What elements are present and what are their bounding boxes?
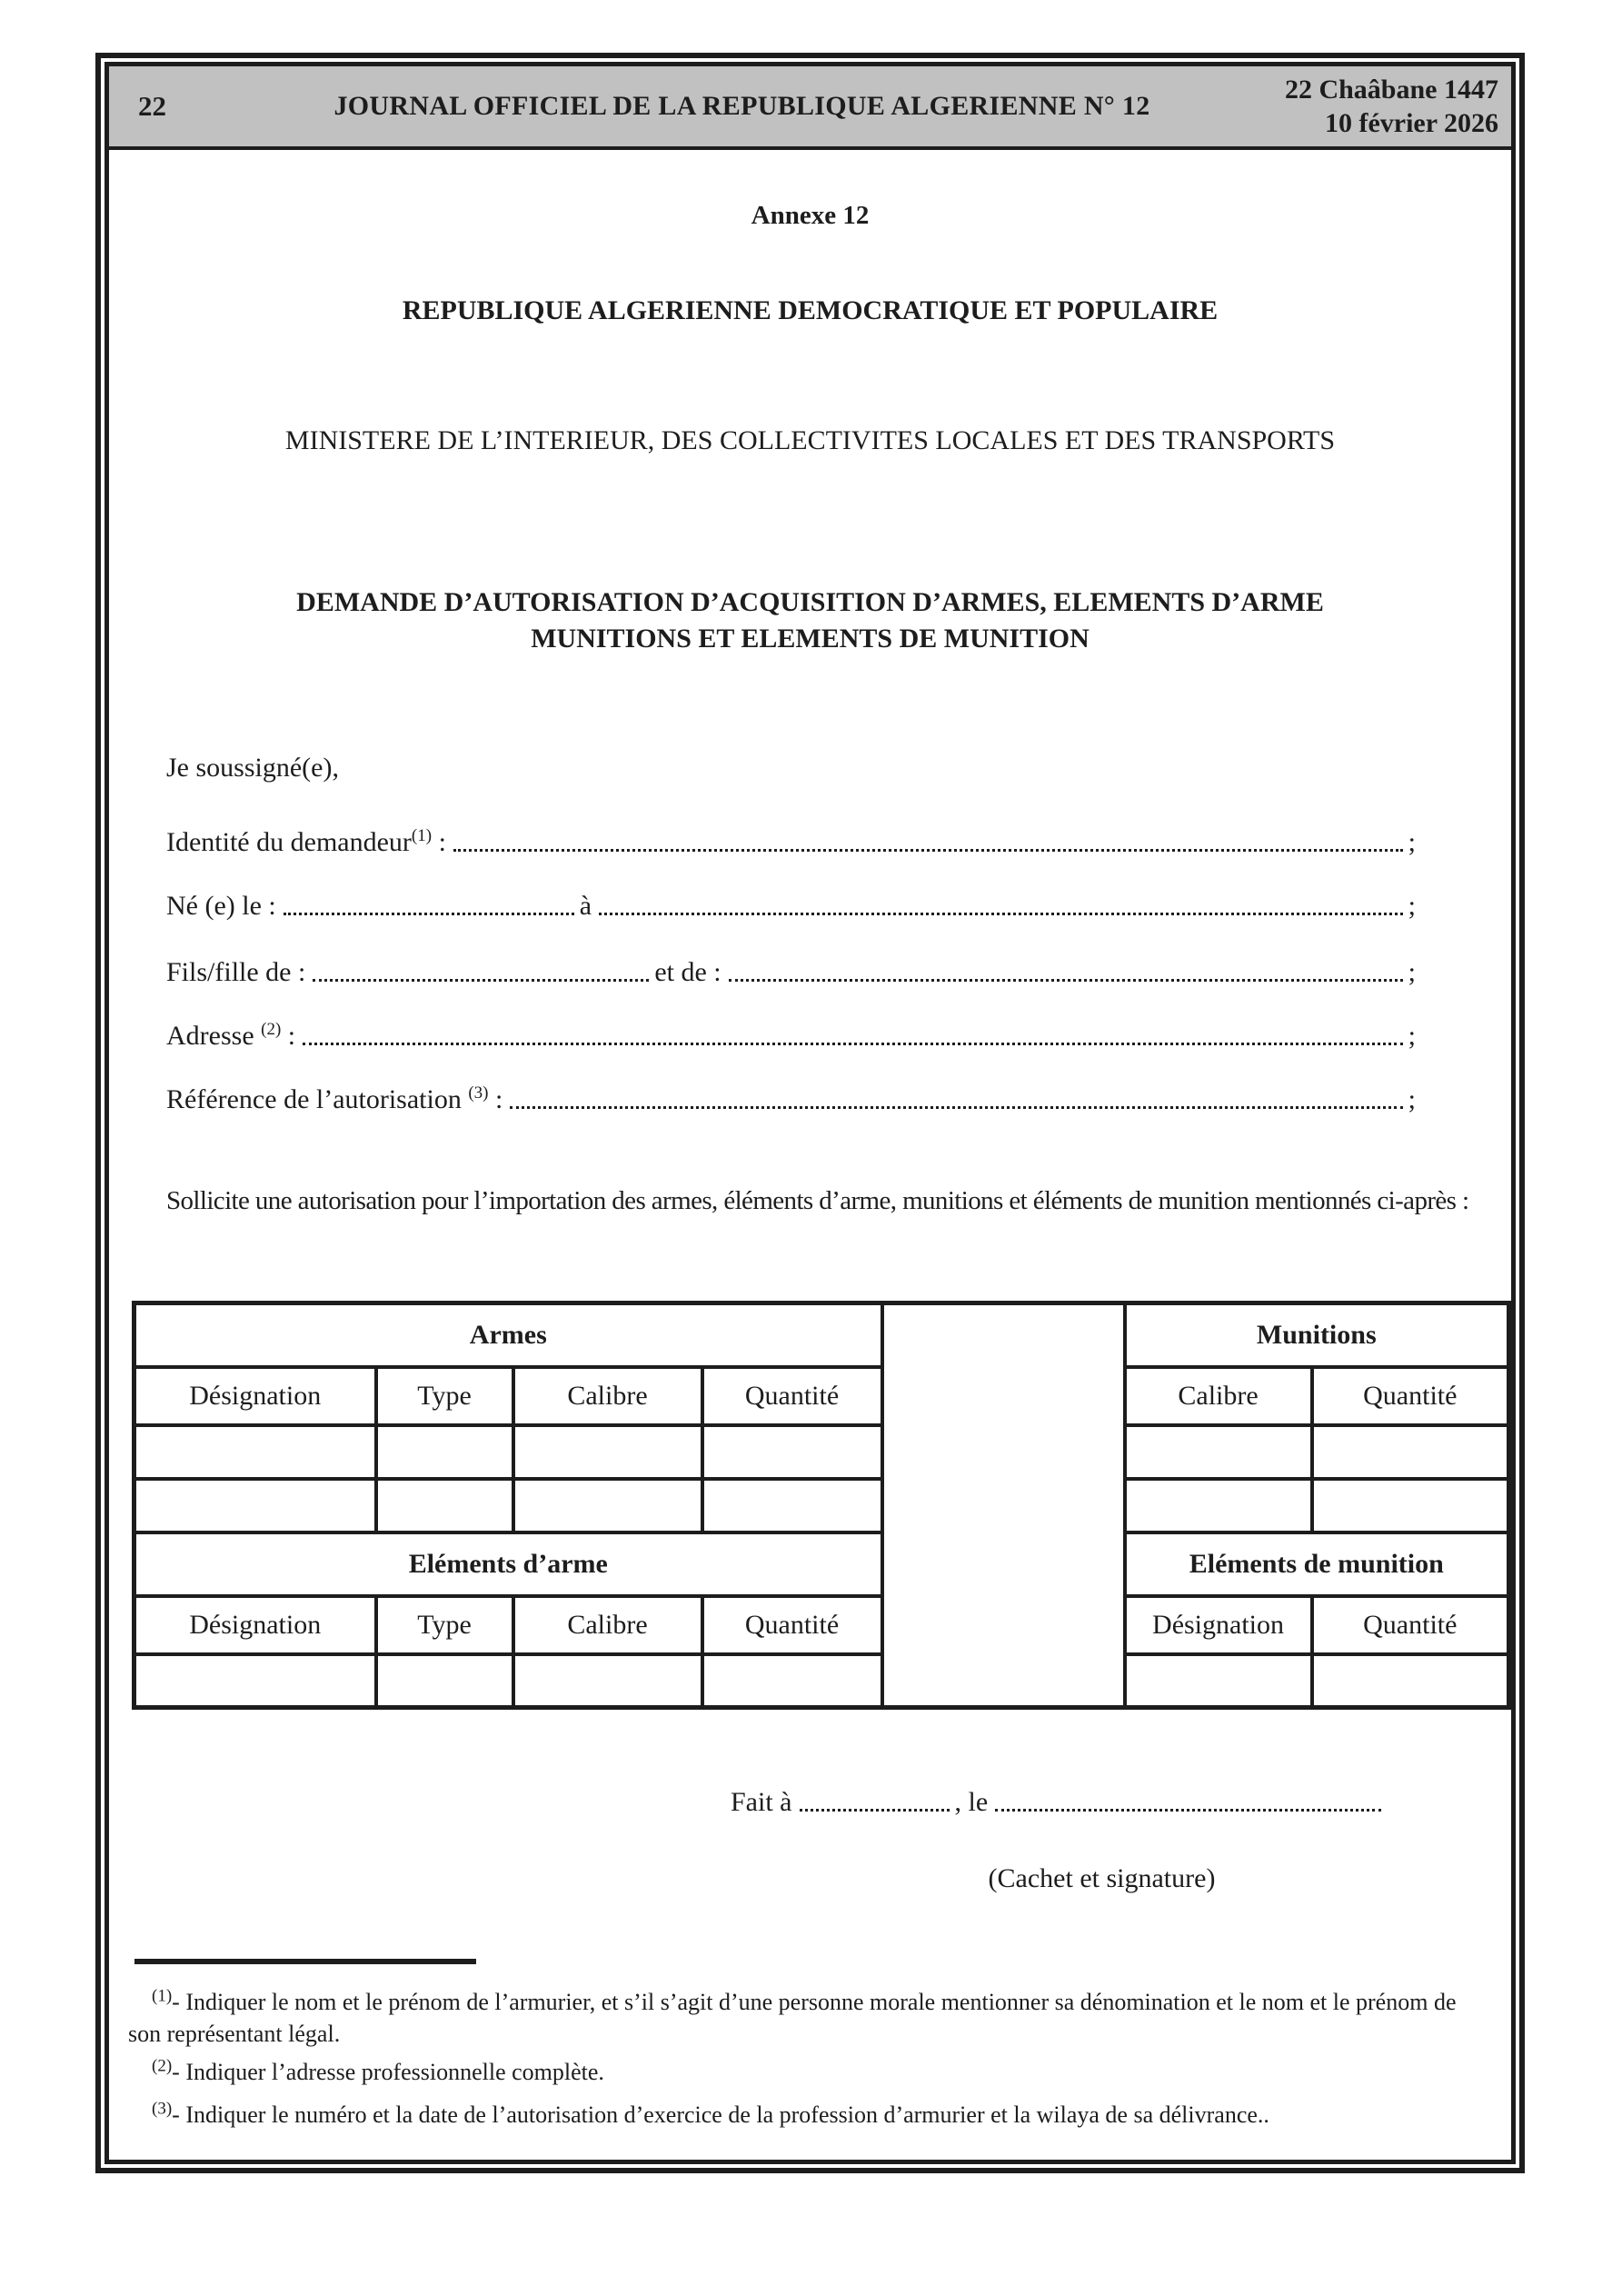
reference-label: Référence de l’autorisation $^{(3)}$ : <box>166 1083 503 1114</box>
dotted-leader <box>800 1808 950 1812</box>
empty-cell <box>513 1654 702 1708</box>
field-parents <box>166 957 1416 988</box>
armes-col-quantite: Quantité <box>702 1367 882 1425</box>
dotted-leader <box>313 978 649 982</box>
field-identity <box>166 827 1416 858</box>
line-end: ; <box>1408 827 1416 857</box>
empty-cell <box>376 1654 513 1708</box>
empty-cell <box>376 1425 513 1479</box>
dotted-leader <box>303 1042 1403 1045</box>
empty-cell <box>1312 1479 1509 1532</box>
elements-arme-col-calibre: Calibre <box>513 1596 702 1654</box>
dotted-leader <box>599 912 1403 915</box>
elements-munition-col-designation: Désignation <box>1125 1596 1312 1654</box>
footnote-1-text: - Indiquer le nom et le prénom de l’armurier, et s’il s’agit d’une personne morale mentionner sa dénomination et le nom et le prénom de son représentant légal. <box>128 1989 1457 2047</box>
empty-cell <box>134 1425 376 1479</box>
empty-cell <box>1125 1425 1312 1479</box>
identity-label: Identité du demandeur$^{(1)}$ : <box>166 826 446 857</box>
parents-label: Fils/fille de : <box>166 957 306 987</box>
gregorian-date: 10 février 2026 <box>1324 108 1498 138</box>
journal-title: JOURNAL OFFICIEL DE LA REPUBLIQUE ALGERIENNE N° 12 <box>333 91 1150 121</box>
page-header-band <box>109 66 1511 150</box>
empty-cell <box>1125 1654 1312 1708</box>
page-inner-border <box>104 62 1516 2164</box>
form-title-line2: MUNITIONS ET ELEMENTS DE MUNITION <box>531 624 1090 654</box>
line-end: ; <box>1408 1084 1416 1114</box>
ministry-title: MINISTERE DE L’INTERIEUR, DES COLLECTIVITES LOCALES ET DES TRANSPORTS <box>284 425 1336 455</box>
empty-cell <box>513 1425 702 1479</box>
address-label: Adresse $^{(2)}$ : <box>166 1020 296 1051</box>
dotted-leader <box>729 978 1403 982</box>
munitions-col-quantite: Quantité <box>1312 1367 1509 1425</box>
line-end: ; <box>1408 957 1416 987</box>
empty-cell <box>376 1479 513 1532</box>
page-double-border <box>95 53 1525 2173</box>
republic-title: REPUBLIQUE ALGERIENNE DEMOCRATIQUE ET POPULAIRE <box>402 295 1219 325</box>
annexe-title: Annexe 12 <box>751 201 870 230</box>
empty-cell <box>513 1479 702 1532</box>
hijri-date: 22 Chaâbane 1447 <box>1284 74 1498 105</box>
footnote-ref-3: (3) <box>468 1083 489 1103</box>
dotted-leader <box>284 912 574 915</box>
field-address <box>166 1021 1416 1052</box>
armes-col-designation: Désignation <box>134 1367 376 1425</box>
elements-arme-col-type: Type <box>376 1596 513 1654</box>
footnote-ref-1: (1) <box>411 826 433 845</box>
table-gap-cell <box>882 1303 1125 1708</box>
field-birth <box>166 891 1416 922</box>
footnote-1-marker: (1) <box>152 1986 173 2006</box>
armes-col-calibre: Calibre <box>513 1367 702 1425</box>
footnote-3-text: - Indiquer le numéro et la date de l’autorisation d’exercice de la profession d’armurier et la wilaya de sa délivrance.. <box>172 2101 1269 2128</box>
empty-cell <box>1312 1654 1509 1708</box>
footnote-divider <box>134 1959 476 1964</box>
line-end: ; <box>1408 891 1416 921</box>
empty-cell <box>702 1425 882 1479</box>
footnote-3 <box>128 2099 1484 2131</box>
le-label: , le <box>954 1787 989 1817</box>
footnote-3-marker: (3) <box>152 2099 173 2119</box>
signature-block <box>731 1787 1387 1894</box>
footnote-2 <box>128 2056 1484 2088</box>
footnote-2-marker: (2) <box>152 2056 173 2076</box>
armes-section-title: Armes <box>134 1303 882 1367</box>
form-title <box>109 584 1511 657</box>
birth-label: Né (e) le : <box>166 891 276 921</box>
form-title-line1: DEMANDE D’AUTORISATION D’ACQUISITION D’ARMES, ELEMENTS D’ARME <box>296 587 1324 617</box>
birth-mid-label: à <box>579 891 592 921</box>
empty-cell <box>702 1479 882 1532</box>
munitions-section-title: Munitions <box>1125 1303 1509 1367</box>
acquisition-table-wrapper <box>132 1301 1511 1710</box>
parents-mid-label: et de : <box>654 957 721 987</box>
footnote-1 <box>128 1986 1484 2050</box>
field-authorization-reference <box>166 1084 1416 1115</box>
dotted-leader <box>995 1808 1381 1812</box>
elements-arme-section-title: Eléments d’arme <box>134 1532 882 1596</box>
footnote-2-text: - Indiquer l’adresse professionnelle complète. <box>172 2059 604 2085</box>
armes-col-type: Type <box>376 1367 513 1425</box>
footnote-ref-2: (2) <box>261 1020 282 1039</box>
munitions-col-calibre: Calibre <box>1125 1367 1312 1425</box>
page-number: 22 <box>138 90 166 122</box>
fait-a-line <box>731 1787 1387 1818</box>
cachet-signature-label: (Cachet et signature) <box>988 1863 1216 1893</box>
elements-munition-section-title: Eléments de munition <box>1125 1532 1509 1596</box>
request-paragraph: Sollicite une autorisation pour l’importation des armes, éléments d’arme, munitions et éléments de munition mentionnés ci-après : <box>166 1186 1469 1215</box>
empty-cell <box>134 1479 376 1532</box>
elements-arme-col-designation: Désignation <box>134 1596 376 1654</box>
acquisition-table <box>132 1301 1511 1710</box>
empty-cell <box>1125 1479 1312 1532</box>
dotted-leader <box>453 848 1403 852</box>
line-end: ; <box>1408 1021 1416 1051</box>
fait-a-label: Fait à <box>731 1787 792 1817</box>
empty-cell <box>134 1654 376 1708</box>
intro-line: Je soussigné(e), <box>166 753 339 783</box>
empty-cell <box>1312 1425 1509 1479</box>
elements-arme-col-quantite: Quantité <box>702 1596 882 1654</box>
empty-cell <box>702 1654 882 1708</box>
header-dates <box>1252 73 1511 141</box>
dotted-leader <box>510 1105 1402 1109</box>
elements-munition-col-quantite: Quantité <box>1312 1596 1509 1654</box>
